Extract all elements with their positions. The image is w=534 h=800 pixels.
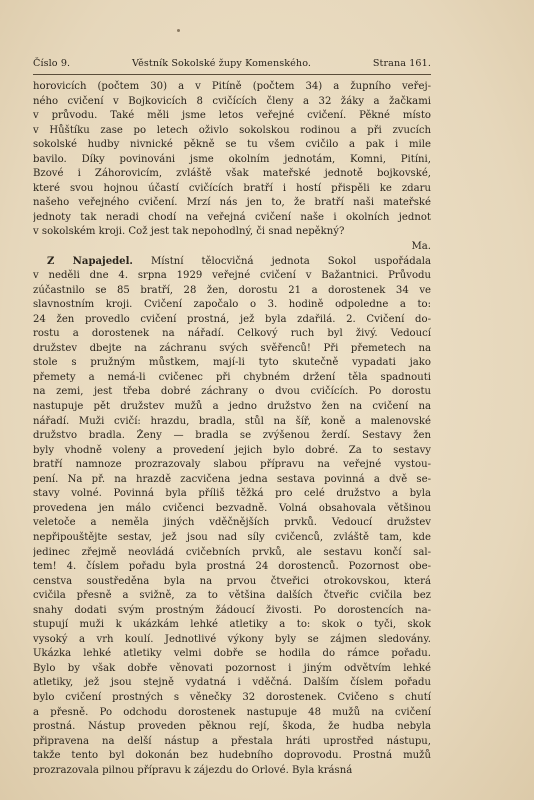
text-line: družstvo bradla. Ženy — bradla se zvýšenou žerdí. Sestavy žen: [33, 430, 431, 442]
text-line: stole s pružným můstkem, mají-li tyto skutečně vypadati jako: [33, 357, 431, 369]
page-number: Strana 161.: [372, 58, 431, 69]
text-line: stavy volné. Povinná byla příliš těžká pro celé družstvo a byla: [33, 488, 431, 500]
journal-title: Věstník Sokolské župy Komenského.: [131, 58, 312, 69]
text-line: ného cvičení v Bojkovicích 8 cvičících členy a 32 žáky a žačkami: [33, 95, 431, 107]
text-line: v neděli dne 4. srpna 1929 veřejné cvičení v Bažantnici. Průvodu: [33, 270, 431, 282]
section-heading: Z Napajedel.: [47, 255, 133, 267]
text-line: Bylo by však dobře věnovati pozornost i jiným odvětvím lehké: [33, 662, 431, 674]
text-line: v průvodu. Také měli jsme letos veřejné cvičení. Pěkné místo: [33, 110, 431, 122]
article-body: [33, 80, 431, 778]
running-header: [33, 58, 431, 69]
text-line: připravena na delší nástup a přestala hráti uprostřed nástupu,: [33, 735, 431, 747]
text-line: prostná. Nástup proveden pěknou rejí, škoda, že hudba nebyla: [33, 721, 431, 733]
text-line: bratří namnoze prozrazovaly slabou přípravu na veřejné vystou-: [33, 459, 431, 471]
text-line: nastupuje pět družstev mužů a jedno družstvo žen na cvičení na: [33, 401, 431, 413]
text-line: nářadí. Muži cvičí: hrazdu, bradla, stůl na šíř, koně a malenovské: [33, 415, 431, 427]
text-line: cvičila přesně a svižně, za to většina dalších čtveřic cvičila bez: [33, 590, 431, 602]
text-line: sokolské hudby nivnické pěkně se tu všem cvičilo a pak i mile: [33, 139, 431, 151]
text-line: pení. Na př. na hrazdě zacvičena jedna sestava povinná a dvě se-: [33, 473, 431, 485]
text-line: bylo cvičení prostných s věnečky 32 dorostenek. Cvičeno s chutí: [33, 691, 431, 703]
text-line: tem! 4. číslem pořadu byla prostná 24 dorostenců. Pozornost obe-: [33, 561, 431, 573]
text-line: družstev dbejte na záchranu svých svěřenců! Při přemetech na: [33, 342, 431, 354]
text-line: zúčastnilo se 85 bratří, 28 žen, dorostu 21 a dorostenek 34 ve: [33, 284, 431, 296]
text-line: byly vhodně voleny a provedení jejich bylo dobré. Za to sestavy: [33, 444, 431, 456]
text-line: vysoký a vrh koulí. Jednotlivé výkony byly se zájmen sledovány.: [33, 633, 431, 645]
text-line: censtva soustředěna byla na prvou čtveřici otrokovskou, která: [33, 575, 431, 587]
issue-number: Číslo 9.: [33, 58, 71, 69]
text-line: snahy dodati svým prostným žádoucí živosti. Po dorostencích na-: [33, 604, 431, 616]
author-signature: Ma.: [411, 241, 431, 253]
paragraph-start-line: [33, 255, 431, 270]
text-line: Ukázka lehké atletiky velmi dobře se hodila do rámce pořadu.: [33, 648, 431, 660]
text-line: veletoče a neměla jiných vděčnějších prvků. Vedoucí družstev: [33, 517, 431, 529]
text-line: bavilo. Díky povinováni jsme okolním jednotám, Komni, Pitíni,: [33, 153, 431, 165]
text-line: stupují muži k ukázkám lehké atletiky a to: skok o tyči, skok: [33, 619, 431, 631]
text-line: horovicích (počtem 30) a v Pitíně (počtem 34) a župního veřej-: [33, 81, 431, 92]
text-line: našeho veřejného cvičení. Mrzí nás jen to, že bratří naši mateřské: [33, 197, 431, 209]
text-line: 24 žen provedlo cvičení prostná, jež byla zdařilá. 2. Cvičení do-: [33, 313, 431, 325]
text-line: které svou hojnou účastí cvičících bratří i hostí přispěli ke zdaru: [33, 182, 431, 194]
text-line: jedinec zřejmě neovládá cvičebních prvků, ale sestavu končí sal-: [33, 546, 431, 558]
text-line: jednoty tak neradi chodí na veřejná cvičení naše i okolních jednot: [33, 211, 431, 223]
text-line: a přesně. Po odchodu dorostenek nastupuje 48 mužů na cvičení: [33, 706, 431, 718]
text-line: atletiky, jež jsou stejně vydatná i vděčná. Dalším číslem pořadu: [33, 677, 431, 689]
text-line: nepřipouštějte sestav, jež jsou nad síly cvičenců, zvláště tam, kde: [33, 531, 431, 543]
text-line: slavnostním kroji. Cvičení započalo o 3. hodině odpoledne a to:: [33, 299, 431, 311]
text-line: takže tento byl dokonán bez hudebního doprovodu. Prostná mužů: [33, 750, 431, 762]
text-line: prozrazovala pilnou přípravu k zájezdu do Orlové. Byla krásná: [33, 764, 353, 776]
text-line: přemety a nemá-li cvičenec při chybném držení těla spadnouti: [33, 371, 431, 383]
ink-spot: [177, 29, 180, 32]
text-line: rostu a dorostenek na nářadí. Celkový ruch byl živý. Vedoucí: [33, 328, 431, 340]
text-line: na zemi, jest třeba dobré záchrany o dvou cvičících. Po dorostu: [33, 386, 431, 398]
text-line: provedena jen málo cvičenci bezvadně. Volná obsahovala většinou: [33, 502, 431, 514]
text-line: Bzové i Záhorovicím, zvláště však mateřské jednotě bojkovské,: [33, 168, 431, 180]
header-rule: [33, 74, 431, 75]
text-line: v sokolském kroji. Což jest tak nepohodlný, či snad nepěkný?: [33, 226, 345, 238]
paragraph-lead-text: Místní tělocvičná jednota Sokol uspořádala: [132, 255, 431, 267]
text-line: v Hůštíku zase po letech oživlo sokolskou rodinou a při zvucích: [33, 124, 431, 136]
